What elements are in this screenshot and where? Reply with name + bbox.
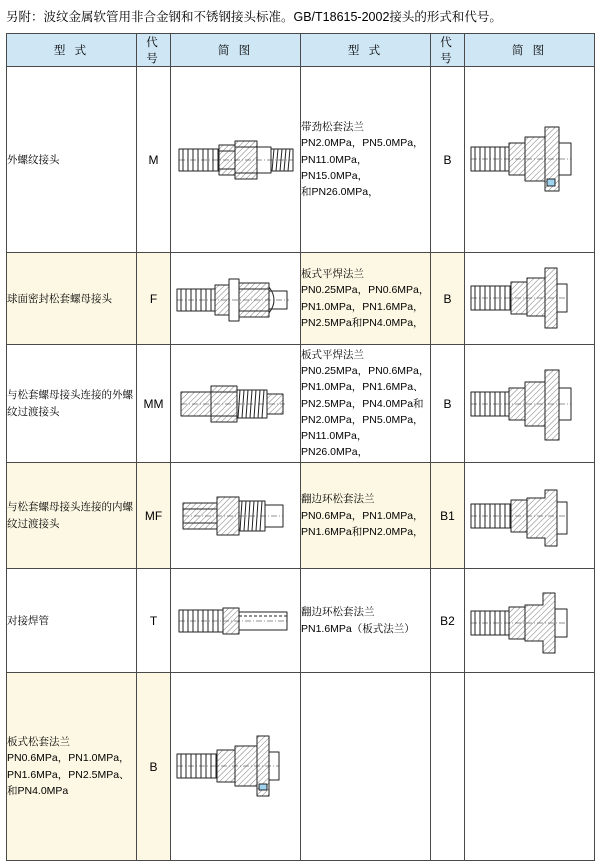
table-row — [7, 569, 595, 673]
fitting-code-right-0: B — [431, 67, 465, 253]
table-row — [7, 253, 595, 345]
fitting-figure-right-2 — [465, 345, 595, 463]
fitting-code-left-4: T — [137, 569, 171, 673]
table-row — [7, 67, 595, 253]
col-type-right: 型 式 — [301, 34, 431, 67]
fitting-name-left-1: 球面密封松套螺母接头 — [7, 253, 137, 345]
fitting-code-left-5: B — [137, 673, 171, 861]
table-header — [7, 34, 595, 67]
fitting-name-left-0: 外螺纹接头 — [7, 67, 137, 253]
col-code-left: 代 号 — [137, 34, 171, 67]
col-type-left: 型 式 — [7, 34, 137, 67]
fitting-name-left-2: 与松套螺母接头连接的外螺纹过渡接头 — [7, 345, 137, 463]
fitting-name-right-3: 翻边环松套法兰 PN0.6MPa，PN1.0MPa， PN1.6MPa和PN2.0MPa， — [301, 463, 431, 569]
fitting-name-right-4: 翻边环松套法兰 PN1.6MPa（板式法兰） — [301, 569, 431, 673]
page-title: 另附：波纹金属软管用非合金钢和不锈钢接头标准。GB/T18615-2002接头的形式和代号。 — [6, 10, 502, 24]
table-row — [7, 673, 595, 861]
fitting-figure-right-4 — [465, 569, 595, 673]
fitting-code-right-1: B — [431, 253, 465, 345]
fitting-figure-right-1 — [465, 253, 595, 345]
empty-cell — [431, 673, 465, 861]
fitting-code-right-2: B — [431, 345, 465, 463]
empty-cell — [465, 673, 595, 861]
fitting-figure-left-1 — [171, 253, 301, 345]
fitting-figure-left-2 — [171, 345, 301, 463]
fitting-name-left-4: 对接焊管 — [7, 569, 137, 673]
fitting-figure-right-3 — [465, 463, 595, 569]
fitting-figure-left-4 — [171, 569, 301, 673]
fitting-code-right-4: B2 — [431, 569, 465, 673]
col-code-right: 代 号 — [431, 34, 465, 67]
fitting-code-left-3: MF — [137, 463, 171, 569]
fitting-code-left-2: MM — [137, 345, 171, 463]
fitting-name-right-1: 板式平焊法兰 PN0.25MPa，PN0.6MPa， PN1.0MPa，PN1.6MPa， PN2.5MPa和PN4.0MPa， — [301, 253, 431, 345]
fittings-table — [6, 33, 595, 861]
fitting-figure-left-0 — [171, 67, 301, 253]
fitting-name-left-5: 板式松套法兰 PN0.6MPa，PN1.0MPa， PN1.6MPa，PN2.5MPa、 和PN4.0MPa — [7, 673, 137, 861]
table-body — [7, 67, 595, 861]
empty-cell — [301, 673, 431, 861]
fitting-figure-left-3 — [171, 463, 301, 569]
fitting-name-right-0: 带劲松套法兰 PN2.0MPa，PN5.0MPa， PN11.0MPa，PN15.0MPa， 和PN26.0MPa， — [301, 67, 431, 253]
fitting-code-left-0: M — [137, 67, 171, 253]
fitting-code-left-1: F — [137, 253, 171, 345]
col-figure-right: 简 图 — [465, 34, 595, 67]
table-row — [7, 463, 595, 569]
fitting-name-right-2: 板式平焊法兰 PN0.25MPa，PN0.6MPa， PN1.0MPa，PN1.6MPa、 PN2.5MPa，PN4.0MPa和 PN2.0MPa，PN5.0MPa， PN11.0MPa，PN26.0MPa， — [301, 345, 431, 463]
fitting-name-left-3: 与松套螺母接头连接的内螺纹过渡接头 — [7, 463, 137, 569]
fitting-figure-right-0 — [465, 67, 595, 253]
fitting-figure-left-5 — [171, 673, 301, 861]
col-figure-left: 简 图 — [171, 34, 301, 67]
table-row — [7, 345, 595, 463]
fitting-code-right-3: B1 — [431, 463, 465, 569]
